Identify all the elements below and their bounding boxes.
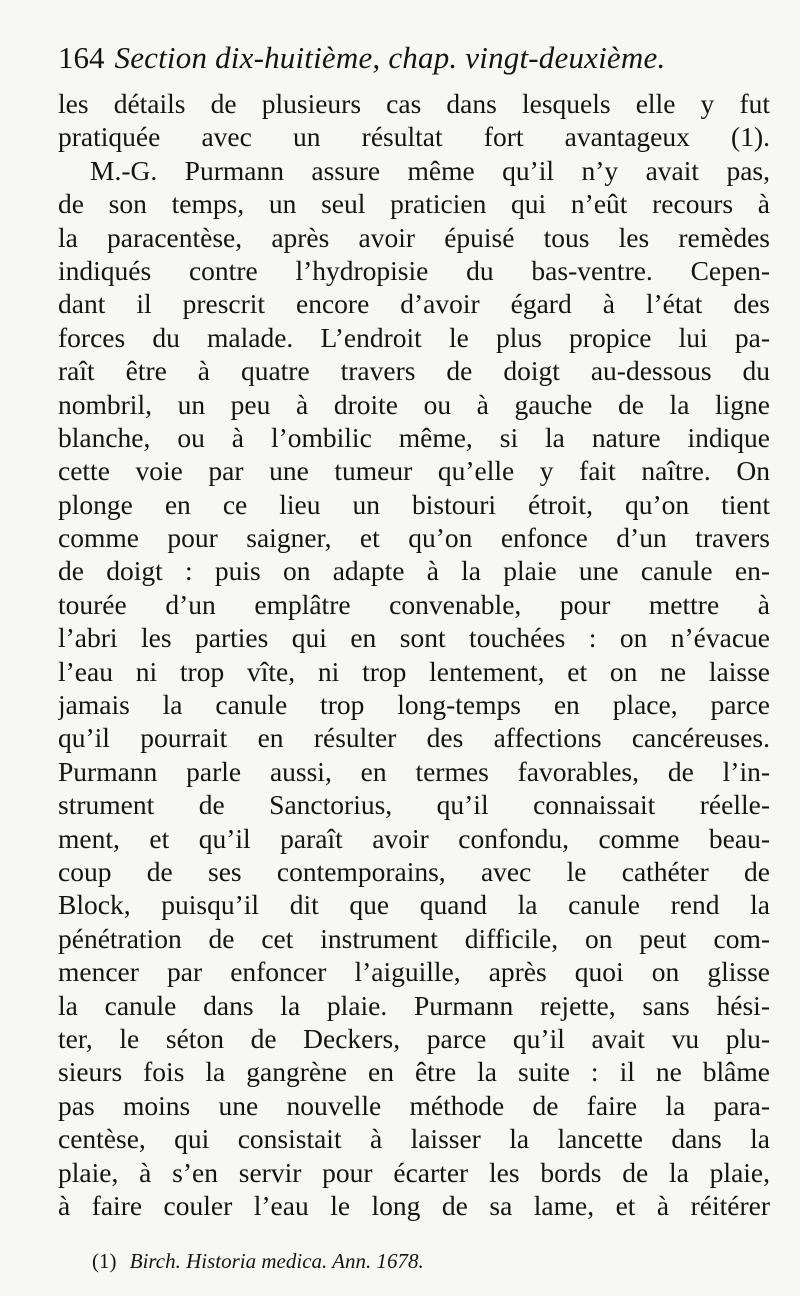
text-line: pas moins une nouvelle méthode de faire la para-	[58, 1089, 770, 1121]
text-line: nombril, un peu à droite ou à gauche de la ligne	[58, 388, 770, 420]
text-line: forces du malade. L’endroit le plus propice lui pa-	[58, 321, 770, 353]
text-line: tourée d’un emplâtre convenable, pour mettre à	[58, 588, 770, 620]
running-title: Section dix-huitième, chap. vingt-deuxième.	[114, 40, 666, 75]
body-text	[58, 87, 770, 1222]
text-line: les détails de plusieurs cas dans lesquels elle y fut	[58, 88, 770, 119]
text-line: jamais la canule trop long-temps en place, parce	[58, 689, 770, 721]
page-header	[58, 36, 770, 80]
text-line: blanche, ou à l’ombilic même, si la nature indique	[58, 421, 770, 453]
text-line: de doigt : puis on adapte à la plaie une canule en-	[58, 555, 770, 587]
text-line: la canule dans la plaie. Purmann rejette, sans hési-	[58, 989, 770, 1021]
text-line: cette voie par une tumeur qu’elle y fait naître. On	[58, 455, 770, 487]
footnote-marker: (1)	[92, 1249, 117, 1274]
text-line: à faire couler l’eau le long de sa lame, et à réitérer	[58, 1189, 770, 1221]
text-line: de son temps, un seul praticien qui n’eût recours à	[58, 188, 770, 220]
text-line: centèse, qui consistait à laisser la lancette dans la	[58, 1123, 770, 1155]
text-line: comme pour saigner, et qu’on enfonce d’un travers	[58, 522, 770, 554]
text-line: coup de ses contemporains, avec le cathéter de	[58, 855, 770, 887]
footnote	[58, 1246, 770, 1276]
text-line: sieurs fois la gangrène en être la suite : il ne blâme	[58, 1056, 770, 1088]
text-line: pénétration de cet instrument difficile, on peut com-	[58, 922, 770, 954]
text-line: dant il prescrit encore d’avoir égard à l’état des	[58, 288, 770, 320]
text-line: Purmann parle aussi, en termes favorables, de l’in-	[58, 755, 770, 787]
text-line: indiqués contre l’hydropisie du bas-ventre. Cepen-	[58, 254, 770, 286]
text-line: qu’il pourrait en résulter des affections cancéreuses.	[58, 722, 770, 754]
text-line: Block, puisqu’il dit que quand la canule rend la	[58, 889, 770, 921]
text-line: plaie, à s’en servir pour écarter les bords de la plaie,	[58, 1156, 770, 1188]
text-line: la paracentèse, après avoir épuisé tous les remèdes	[58, 221, 770, 253]
page-number: 164	[58, 40, 105, 75]
text-line: l’eau ni trop vîte, ni trop lentement, et on ne laisse	[58, 655, 770, 687]
text-line: raît être à quatre travers de doigt au-dessous du	[58, 355, 770, 387]
text-line: M.-G. Purmann assure même qu’il n’y avait pas,	[90, 154, 770, 186]
text-line: ment, et qu’il paraît avoir confondu, comme beau-	[58, 822, 770, 854]
text-line: l’abri les parties qui en sont touchées : on n’évacue	[58, 622, 770, 654]
text-line: mencer par enfoncer l’aiguille, après quoi on glisse	[58, 956, 770, 988]
text-line: ter, le séton de Deckers, parce qu’il avait vu plu-	[58, 1022, 770, 1054]
text-line: strument de Sanctorius, qu’il connaissait réelle-	[58, 789, 770, 821]
text-line: plonge en ce lieu un bistouri étroit, qu’on tient	[58, 488, 770, 520]
text-line: pratiquée avec un résultat fort avantageux (1).	[58, 121, 770, 153]
footnote-text: Birch. Historia medica. Ann. 1678.	[129, 1249, 424, 1274]
